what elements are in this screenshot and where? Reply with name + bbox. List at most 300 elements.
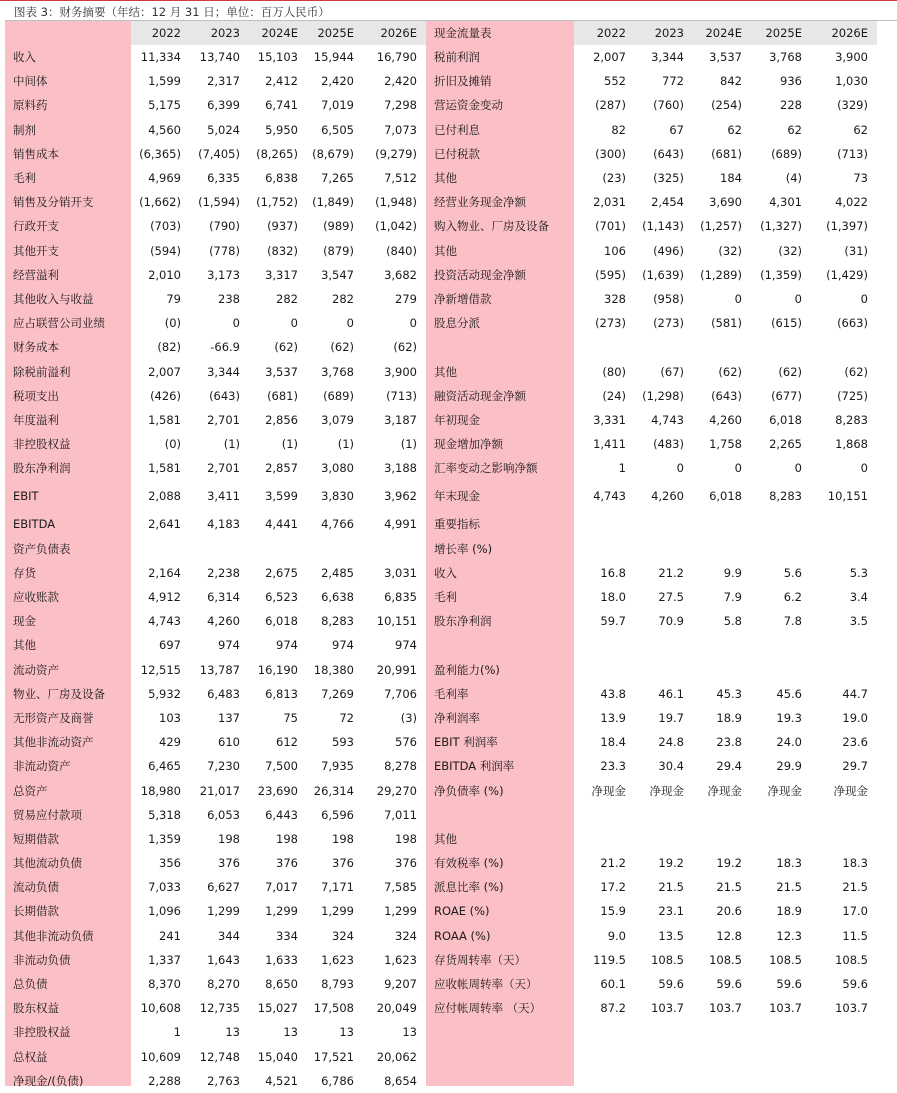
right-value-cell: 8,283: [835, 412, 868, 427]
left-value-cell: 198: [332, 831, 354, 846]
left-value-cell: 18,980: [140, 783, 181, 798]
right-row-label: 其他: [434, 364, 457, 379]
left-value-cell: 7,230: [207, 759, 240, 774]
left-value-cell: 1,299: [384, 904, 417, 919]
table-row: [5, 432, 877, 456]
right-value-cell: 119.5: [593, 952, 626, 967]
right-value-cell: 0: [794, 291, 802, 306]
table-row: [5, 754, 877, 778]
left-value-cell: 3,187: [384, 412, 417, 427]
right-value-cell: (595): [595, 267, 626, 282]
left-value-cell: 2,485: [321, 565, 354, 580]
left-value-cell: 17,521: [313, 1049, 354, 1064]
right-row-label: 购入物业、厂房及设备: [434, 219, 549, 234]
left-value-cell: 3,188: [384, 461, 417, 476]
left-value-cell: 238: [218, 291, 240, 306]
right-value-cell: (760): [653, 98, 684, 113]
left-row-label: 无形资产及商誉: [13, 710, 94, 725]
right-row-label: [426, 803, 574, 827]
table-row: [5, 93, 877, 117]
left-value-cell: (937): [267, 219, 298, 234]
left-value-cell: 376: [395, 856, 417, 871]
right-value-cell: [811, 827, 877, 851]
left-value-cell: 20,049: [376, 1001, 417, 1016]
left-value-cell: 2,763: [207, 1073, 240, 1088]
left-value-cell: 6,465: [148, 759, 181, 774]
left-value-cell: 593: [332, 735, 354, 750]
left-value-cell: 11,334: [140, 50, 181, 65]
right-value-cell: 29.9: [776, 759, 802, 774]
left-value-cell: 1,299: [321, 904, 354, 919]
left-value-cell: 7,269: [321, 686, 354, 701]
left-value-cell: (1,948): [375, 195, 417, 210]
left-value-cell: 2,857: [265, 461, 298, 476]
right-row-label: 净负债率 (%): [434, 783, 504, 798]
table-row: [5, 311, 877, 335]
left-value-cell: 2,317: [207, 74, 240, 89]
left-value-cell: [249, 537, 307, 561]
right-value-cell: [693, 335, 751, 359]
left-row-label: 贸易应付款项: [13, 807, 82, 822]
left-value-cell: 241: [159, 928, 181, 943]
left-row-label: 行政开支: [13, 219, 59, 234]
left-value-cell: (62): [393, 340, 417, 355]
right-value-cell: 21.5: [776, 880, 802, 895]
right-value-cell: (643): [653, 146, 684, 161]
right-value-cell: 8,283: [769, 489, 802, 504]
left-row-label: 非控股权益: [13, 1025, 71, 1040]
right-row-label: 现金增加净额: [434, 437, 503, 452]
table-row: [5, 730, 877, 754]
left-value-cell: 7,512: [384, 171, 417, 186]
left-value-cell: (689): [323, 388, 354, 403]
left-value-cell: 8,654: [384, 1073, 417, 1088]
left-value-cell: 974: [395, 638, 417, 653]
right-value-cell: 2,007: [593, 50, 626, 65]
right-value-cell: [574, 335, 635, 359]
table-row: [5, 1069, 877, 1093]
right-value-cell: 0: [734, 461, 742, 476]
table-row: [5, 609, 877, 633]
left-value-cell: 6,443: [265, 807, 298, 822]
table-row: [5, 924, 877, 948]
left-value-cell: 6,523: [265, 590, 298, 605]
right-value-cell: 4,301: [769, 195, 802, 210]
left-row-label: 销售及分销开支: [13, 195, 94, 210]
right-row-label: 股东净利润: [434, 614, 492, 629]
left-value-cell: 2,164: [148, 565, 181, 580]
left-value-cell: 429: [159, 735, 181, 750]
right-row-label: [426, 633, 574, 657]
left-row-label: 总资产: [13, 783, 48, 798]
left-value-cell: 1,623: [321, 952, 354, 967]
right-row-label: [426, 1069, 574, 1093]
left-value-cell: 2,007: [148, 364, 181, 379]
table-row: [5, 948, 877, 972]
right-value-cell: (1,257): [700, 219, 742, 234]
left-value-cell: 8,278: [384, 759, 417, 774]
right-value-cell: 0: [860, 461, 868, 476]
right-row-label: 派息比率 (%): [434, 880, 504, 895]
right-value-cell: [635, 658, 693, 682]
left-value-cell: 20,991: [376, 662, 417, 677]
right-value-cell: 1: [618, 461, 626, 476]
left-value-cell: (62): [274, 340, 298, 355]
table-row: [5, 239, 877, 263]
left-value-cell: 324: [395, 928, 417, 943]
right-value-cell: 1,411: [593, 437, 626, 452]
left-value-cell: 2,412: [265, 74, 298, 89]
right-value-cell: 70.9: [658, 614, 684, 629]
right-value-cell: [574, 803, 635, 827]
right-value-cell: 3,537: [709, 50, 742, 65]
right-value-cell: 552: [604, 74, 626, 89]
right-value-cell: 3,344: [651, 50, 684, 65]
left-value-cell: 576: [395, 735, 417, 750]
left-value-cell: 72: [339, 710, 354, 725]
left-row-label: 原料药: [13, 98, 48, 113]
left-value-cell: 4,766: [321, 517, 354, 532]
table-row: [5, 778, 877, 802]
left-row-label: 净现金/(负债): [13, 1073, 84, 1088]
right-value-cell: 17.2: [600, 880, 626, 895]
left-value-cell: 6,596: [321, 807, 354, 822]
left-value-cell: 1,599: [148, 74, 181, 89]
table-row: [5, 335, 877, 359]
right-value-cell: 19.3: [776, 710, 802, 725]
left-value-cell: 1,623: [384, 952, 417, 967]
left-value-cell: 2,010: [148, 267, 181, 282]
left-value-cell: 6,835: [384, 590, 417, 605]
left-value-cell: (1): [337, 437, 354, 452]
right-row-label: 其他: [434, 831, 457, 846]
table-row: [5, 480, 877, 512]
right-value-cell: 62: [853, 122, 868, 137]
table-row: [5, 166, 877, 190]
table-row: [5, 827, 877, 851]
right-value-cell: 11.5: [842, 928, 868, 943]
left-value-cell: 10,151: [376, 614, 417, 629]
table-row: [5, 851, 877, 875]
right-value-cell: 103.7: [651, 1001, 684, 1016]
right-value-cell: [574, 1069, 635, 1093]
left-row-label: 长期借款: [13, 904, 59, 919]
left-value-cell: 8,370: [148, 977, 181, 992]
left-value-cell: 6,741: [265, 98, 298, 113]
left-header-year: 2022: [151, 26, 181, 40]
right-row-label: 增长率 (%): [434, 541, 493, 556]
left-value-cell: 5,932: [148, 686, 181, 701]
right-value-cell: (254): [711, 98, 742, 113]
right-value-cell: (663): [837, 316, 868, 331]
left-value-cell: 6,314: [207, 590, 240, 605]
right-value-cell: 184: [720, 171, 742, 186]
right-value-cell: 6,018: [769, 412, 802, 427]
left-value-cell: 12,515: [140, 662, 181, 677]
left-value-cell: 1,299: [265, 904, 298, 919]
right-value-cell: 842: [720, 74, 742, 89]
table-row: [5, 142, 877, 166]
left-value-cell: 0: [232, 316, 240, 331]
right-value-cell: [811, 537, 877, 561]
right-value-cell: [574, 537, 635, 561]
left-value-cell: (1): [281, 437, 298, 452]
left-value-cell: 1,581: [148, 412, 181, 427]
left-value-cell: 7,019: [321, 98, 354, 113]
left-row-label: 销售成本: [13, 146, 59, 161]
left-row-label: EBIT: [13, 489, 39, 504]
right-value-cell: [693, 803, 751, 827]
right-value-cell: 59.6: [842, 977, 868, 992]
left-value-cell: 7,935: [321, 759, 354, 774]
right-header-year: 2022: [596, 26, 626, 40]
left-value-cell: 6,053: [207, 807, 240, 822]
right-value-cell: 21.2: [600, 856, 626, 871]
right-value-cell: 108.5: [769, 952, 802, 967]
left-value-cell: 4,912: [148, 590, 181, 605]
right-value-cell: (32): [718, 243, 742, 258]
right-row-label: 股息分派: [434, 316, 480, 331]
left-value-cell: (790): [209, 219, 240, 234]
right-value-cell: 21.2: [658, 565, 684, 580]
right-value-cell: (329): [837, 98, 868, 113]
right-value-cell: 21.5: [842, 880, 868, 895]
left-value-cell: 20,062: [376, 1049, 417, 1064]
right-row-label: 有效税率 (%): [434, 856, 504, 871]
right-value-cell: 18.3: [842, 856, 868, 871]
table-row: [5, 1020, 877, 1044]
left-value-cell: (713): [386, 388, 417, 403]
left-value-cell: 13: [402, 1025, 417, 1040]
left-value-cell: 376: [218, 856, 240, 871]
right-value-cell: (483): [653, 437, 684, 452]
right-value-cell: [693, 658, 751, 682]
right-value-cell: 59.6: [776, 977, 802, 992]
left-value-cell: 3,079: [321, 412, 354, 427]
table-row: [5, 972, 877, 996]
left-value-cell: (7,405): [198, 146, 240, 161]
right-value-cell: (1,298): [642, 388, 684, 403]
left-value-cell: 26,314: [313, 783, 354, 798]
right-value-cell: 23.6: [842, 735, 868, 750]
right-value-cell: (1,289): [700, 267, 742, 282]
left-value-cell: [190, 537, 249, 561]
left-value-cell: 4,260: [207, 614, 240, 629]
left-header-year: 2023: [210, 26, 240, 40]
table-row: [5, 706, 877, 730]
table-body: [5, 45, 877, 1093]
left-value-cell: -66.9: [210, 340, 240, 355]
left-value-cell: 5,175: [148, 98, 181, 113]
left-value-cell: 3,599: [265, 489, 298, 504]
right-row-label: 存货周转率（天）: [434, 952, 526, 967]
left-value-cell: (6,365): [139, 146, 181, 161]
right-value-cell: (1,143): [642, 219, 684, 234]
left-value-cell: 974: [276, 638, 298, 653]
left-row-label: 其他非流动资产: [13, 735, 94, 750]
table-caption: 图表 3：财务摘要（年结：12 月 31 日；单位：百万人民币）: [14, 5, 330, 19]
right-value-cell: 18.9: [716, 710, 742, 725]
right-value-cell: 2,454: [651, 195, 684, 210]
left-row-label: 其他开支: [13, 243, 59, 258]
right-row-label: 应收帐周转率（天）: [434, 977, 538, 992]
right-value-cell: 23.3: [600, 759, 626, 774]
table-row: [5, 214, 877, 238]
left-row-label: 其他收入与收益: [13, 291, 94, 306]
right-row-label: 税前利润: [434, 50, 480, 65]
left-value-cell: 29,270: [376, 783, 417, 798]
left-value-cell: 6,399: [207, 98, 240, 113]
left-value-cell: (1): [400, 437, 417, 452]
right-value-cell: 1,868: [835, 437, 868, 452]
left-value-cell: 9,207: [384, 977, 417, 992]
right-row-label: 净新增借款: [434, 291, 492, 306]
left-value-cell: 1,359: [148, 831, 181, 846]
right-value-cell: 0: [734, 291, 742, 306]
left-row-label: 中间体: [13, 74, 48, 89]
left-value-cell: 612: [276, 735, 298, 750]
left-value-cell: [363, 537, 426, 561]
right-value-cell: (677): [771, 388, 802, 403]
left-value-cell: (1,849): [312, 195, 354, 210]
right-value-cell: 62: [787, 122, 802, 137]
left-value-cell: 13: [283, 1025, 298, 1040]
table-row: [5, 1045, 877, 1069]
left-row-label: 现金: [13, 614, 36, 629]
right-value-cell: 27.5: [658, 590, 684, 605]
right-value-cell: 18.0: [600, 590, 626, 605]
left-value-cell: 3,682: [384, 267, 417, 282]
right-value-cell: 106: [604, 243, 626, 258]
right-value-cell: [574, 658, 635, 682]
right-value-cell: [693, 633, 751, 657]
right-value-cell: (1,429): [826, 267, 868, 282]
left-row-label: 其他流动负债: [13, 856, 82, 871]
right-value-cell: 13.5: [658, 928, 684, 943]
right-row-label: 毛利: [434, 590, 457, 605]
right-value-cell: 60.1: [600, 977, 626, 992]
right-value-cell: (24): [602, 388, 626, 403]
right-value-cell: 21.5: [716, 880, 742, 895]
right-header-year: 2025E: [765, 26, 802, 40]
right-row-label: EBITDA 利润率: [434, 759, 515, 774]
left-value-cell: 2,641: [148, 517, 181, 532]
left-value-cell: 6,838: [265, 171, 298, 186]
right-value-cell: 59.7: [600, 614, 626, 629]
right-value-cell: [574, 633, 635, 657]
left-value-cell: 7,033: [148, 880, 181, 895]
right-value-cell: [635, 803, 693, 827]
top-rule: [0, 0, 897, 1]
right-row-label: 毛利率: [434, 686, 469, 701]
right-value-cell: (1,397): [826, 219, 868, 234]
right-value-cell: [751, 537, 811, 561]
left-value-cell: 3,768: [321, 364, 354, 379]
left-value-cell: 282: [276, 291, 298, 306]
left-value-cell: 376: [276, 856, 298, 871]
right-value-cell: [693, 512, 751, 536]
right-value-cell: [811, 1020, 877, 1044]
right-header-year: 2026E: [831, 26, 868, 40]
right-value-cell: 2,265: [769, 437, 802, 452]
left-value-cell: 17,508: [313, 1001, 354, 1016]
left-value-cell: (681): [267, 388, 298, 403]
left-row-label: 股东净利润: [13, 461, 71, 476]
right-value-cell: 936: [780, 74, 802, 89]
right-value-cell: 净现金: [707, 783, 742, 798]
right-value-cell: 3,768: [769, 50, 802, 65]
left-value-cell: 15,103: [257, 50, 298, 65]
right-value-cell: [751, 803, 811, 827]
right-value-cell: 228: [780, 98, 802, 113]
right-value-cell: 87.2: [600, 1001, 626, 1016]
left-row-label: 股东权益: [13, 1001, 59, 1016]
left-value-cell: 2,288: [148, 1073, 181, 1088]
right-value-cell: [811, 633, 877, 657]
right-value-cell: 6.2: [783, 590, 802, 605]
left-value-cell: 103: [159, 710, 181, 725]
left-value-cell: 198: [395, 831, 417, 846]
right-value-cell: (23): [602, 171, 626, 186]
right-value-cell: 5.6: [783, 565, 802, 580]
right-value-cell: 6,018: [709, 489, 742, 504]
right-value-cell: (1,359): [760, 267, 802, 282]
right-value-cell: 1,030: [835, 74, 868, 89]
right-row-label: 折旧及摊销: [434, 74, 492, 89]
right-row-label: 其他: [434, 171, 457, 186]
right-value-cell: (273): [595, 316, 626, 331]
left-value-cell: 4,560: [148, 122, 181, 137]
right-value-cell: [811, 803, 877, 827]
left-row-label: 短期借款: [13, 831, 59, 846]
left-value-cell: 3,080: [321, 461, 354, 476]
right-value-cell: (4): [785, 171, 802, 186]
right-value-cell: (287): [595, 98, 626, 113]
left-row-label: 总权益: [13, 1049, 48, 1064]
right-value-cell: 17.0: [842, 904, 868, 919]
right-value-cell: [635, 1069, 693, 1093]
left-value-cell: 3,900: [384, 364, 417, 379]
left-value-cell: 7,265: [321, 171, 354, 186]
right-value-cell: [811, 512, 877, 536]
right-value-cell: 19.0: [842, 710, 868, 725]
table-row: [5, 803, 877, 827]
right-value-cell: (80): [602, 364, 626, 379]
left-value-cell: 2,856: [265, 412, 298, 427]
right-row-label: [426, 335, 574, 359]
left-value-cell: 6,638: [321, 590, 354, 605]
right-value-cell: (643): [711, 388, 742, 403]
left-value-cell: (1,752): [256, 195, 298, 210]
right-value-cell: [811, 1069, 877, 1093]
left-value-cell: 1,633: [265, 952, 298, 967]
right-value-cell: 328: [604, 291, 626, 306]
left-value-cell: 7,585: [384, 880, 417, 895]
left-value-cell: 610: [218, 735, 240, 750]
left-value-cell: 198: [276, 831, 298, 846]
right-value-cell: [574, 512, 635, 536]
financial-summary-table: [5, 21, 877, 1093]
right-row-label: 经营业务现金净额: [434, 195, 526, 210]
right-value-cell: 108.5: [651, 952, 684, 967]
right-value-cell: 4,022: [835, 195, 868, 210]
right-value-cell: (325): [653, 171, 684, 186]
left-value-cell: 13,740: [199, 50, 240, 65]
left-value-cell: 3,830: [321, 489, 354, 504]
right-value-cell: 44.7: [842, 686, 868, 701]
right-value-cell: 3.5: [849, 614, 868, 629]
right-value-cell: 10,151: [827, 489, 868, 504]
